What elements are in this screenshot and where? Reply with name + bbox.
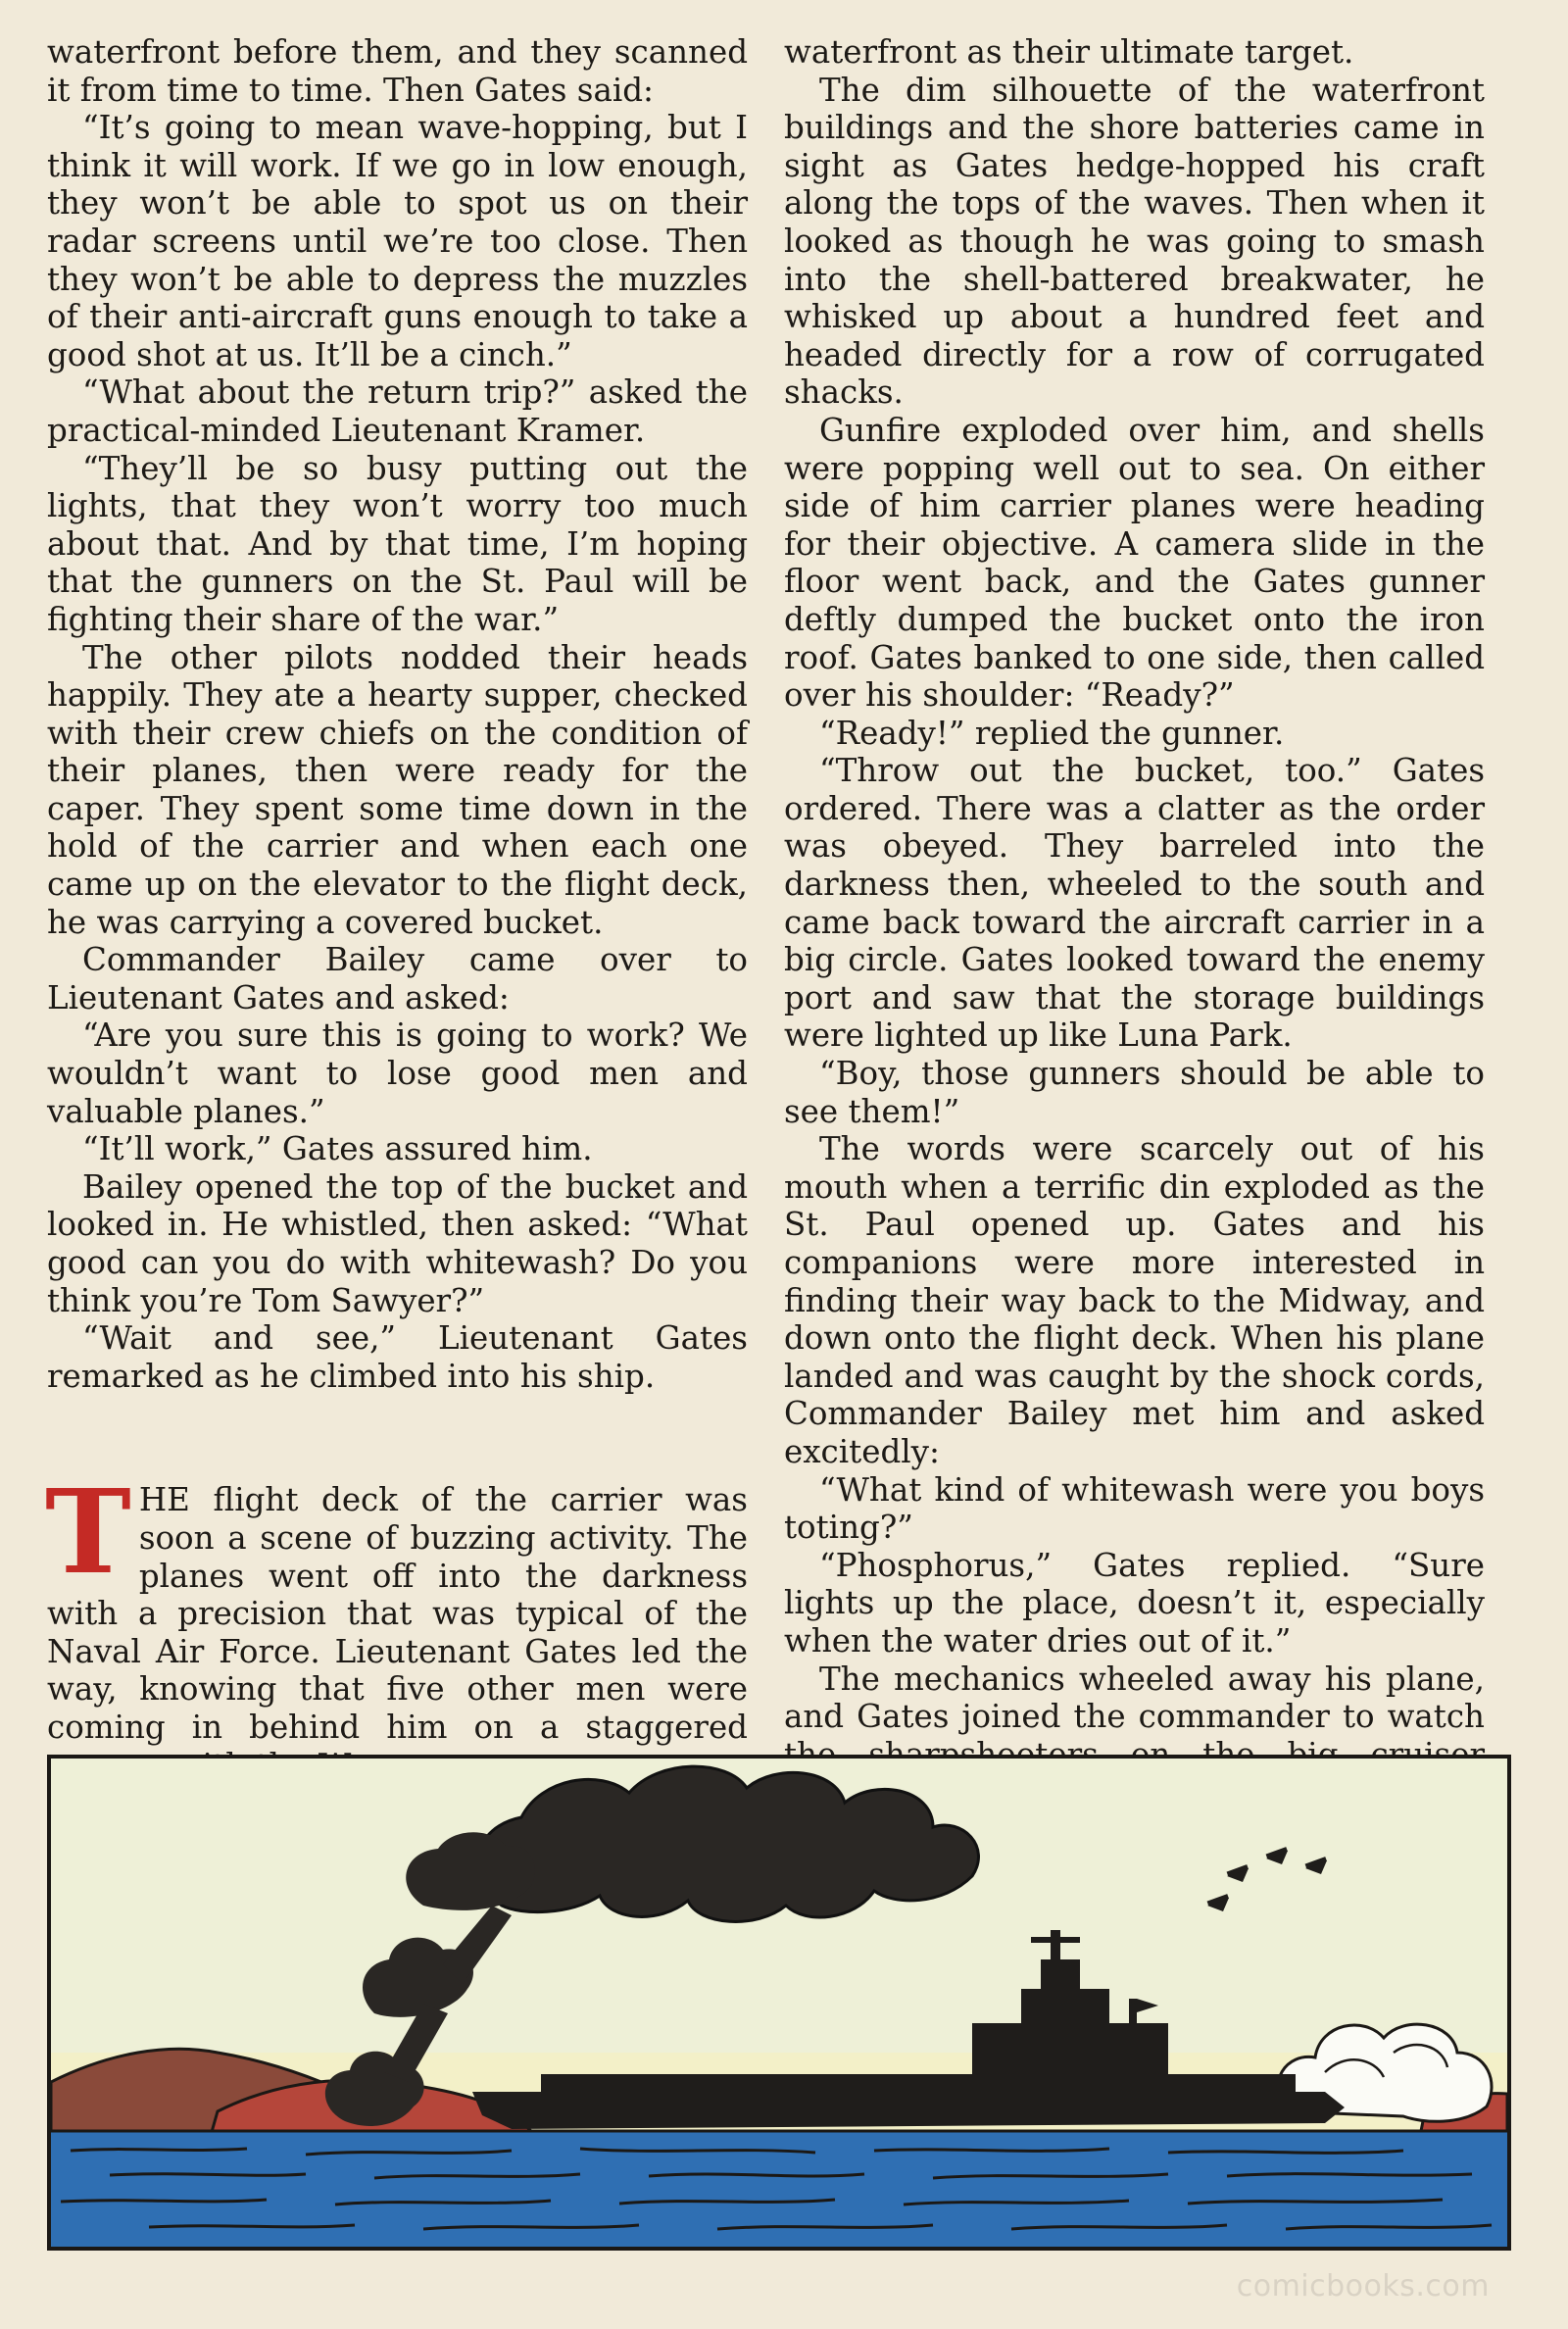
paragraph: waterfront as their ultimate target. (784, 33, 1354, 71)
paragraph: “Are you sure this is going to work? We wouldn’t want to lose good men and valuable planes.” (47, 1016, 748, 1130)
paragraph: “What about the return trip?” asked the practical-minded Lieutenant Kramer. (47, 373, 748, 449)
illustration-panel (47, 1755, 1511, 2251)
section-break (47, 1395, 748, 1481)
carrier-illustration (51, 1759, 1507, 2247)
paragraph: Bailey opened the top of the bucket and looked in. He whistled, then asked: “What good can you do with whitewash? Do you think you’re Tom Sawyer?” (47, 1167, 748, 1319)
watermark: comicbooks.com (1236, 2269, 1490, 2304)
paragraph: The dim silhouette of the waterfront buildings and the shore batteries came in sight as Gates hedge-hopped his craft along the tops of the waves. Then when it looked as though he was going to smash into the shell-battered breakwater, he whisked up about a hundred feet and headed directly for a row of corrugated shacks. (784, 71, 1485, 412)
paragraph: “Throw out the bucket, too.” Gates ordered. There was a clatter as the order was obeyed. They barreled into the darkness then, wheeled to the south and came back toward the aircraft carrier in a big circle. Gates looked toward the enemy port and saw that the storage buildings were lighted up like Luna Park. (784, 752, 1485, 1055)
paragraph: The mechanics wheeled away his plane, and Gates joined the commander to watch (784, 1660, 1485, 1736)
paragraph: “It’s going to mean wave-hopping, but I think it will work. If we go in low enough, they won’t be able to spot us on their radar screens until we’re too close. Then they won’t be able to depress the muzzles of their anti-aircraft guns enough to take a good shot at us. It’ll be a cinch.” (47, 109, 748, 373)
paragraph: “It’ll work,” Gates assured him. (82, 1130, 593, 1168)
left-text-column (47, 33, 748, 1784)
paragraph: waterfront before them, and they scanned it from time to time. Then Gates said: (47, 33, 748, 109)
drop-cap: T (45, 1463, 131, 1601)
paragraph: “Phosphorus,” Gates replied. “Sure lights up the place, doesn’t it, especially when the water dries out of it.” (784, 1546, 1485, 1660)
paragraph: “Ready!” replied the gunner. (819, 714, 1285, 752)
paragraph: The other pilots nodded their heads happily. They ate a hearty supper, checked with their crew chiefs on the condition of their planes, then were ready for the caper. They spent some time down in the hold of the carrier and when each one came up on the elevator to the flight deck, he was carrying a covered bucket. (47, 638, 748, 941)
paragraph: “What kind of whitewash were you boys toting?” (784, 1470, 1485, 1547)
right-text-column (784, 33, 1485, 1850)
paragraph: “Wait and see,” Lieutenant Gates remarked as he climbed into his ship. (47, 1319, 748, 1395)
paragraph-text: HE flight deck of the carrier was soon a scene of buzzing activity. The planes went off into the darkness with a precision that was typical of the Naval Air Force. Lieutenant Gates led the way, knowing that five other men were coming in behind him on a staggered (47, 1481, 748, 1746)
paragraph: “They’ll be so busy putting out the lights, that they won’t worry too much about that. And by that time, I’m hoping that the gunners on the St. Paul will be fighting their share of the war.” (47, 449, 748, 638)
paragraph: The words were scarcely out of his mouth when a terrific din exploded as the St. Paul opened up. Gates and his companions were more interested in finding their way back to the Midway, and down onto the flight deck. When his plane landed and was caught by the shock cords, Commander Bailey met him and asked excitedly: (784, 1130, 1485, 1470)
paragraph: Gunfire exploded over him, and shells were popping well out to sea. On either side of him carrier planes were heading for their objective. A camera slide in the floor went back, and the Gates gunner deftly dumped the bucket onto the iron roof. Gates banked to one side, then called over his shoulder: “Ready?” (784, 411, 1485, 715)
paragraph: “Boy, those gunners should be able to see them!” (784, 1055, 1485, 1130)
paragraph: Commander Bailey came over to Lieutenant Gates and asked: (47, 941, 748, 1016)
paragraph (45, 1463, 748, 1784)
